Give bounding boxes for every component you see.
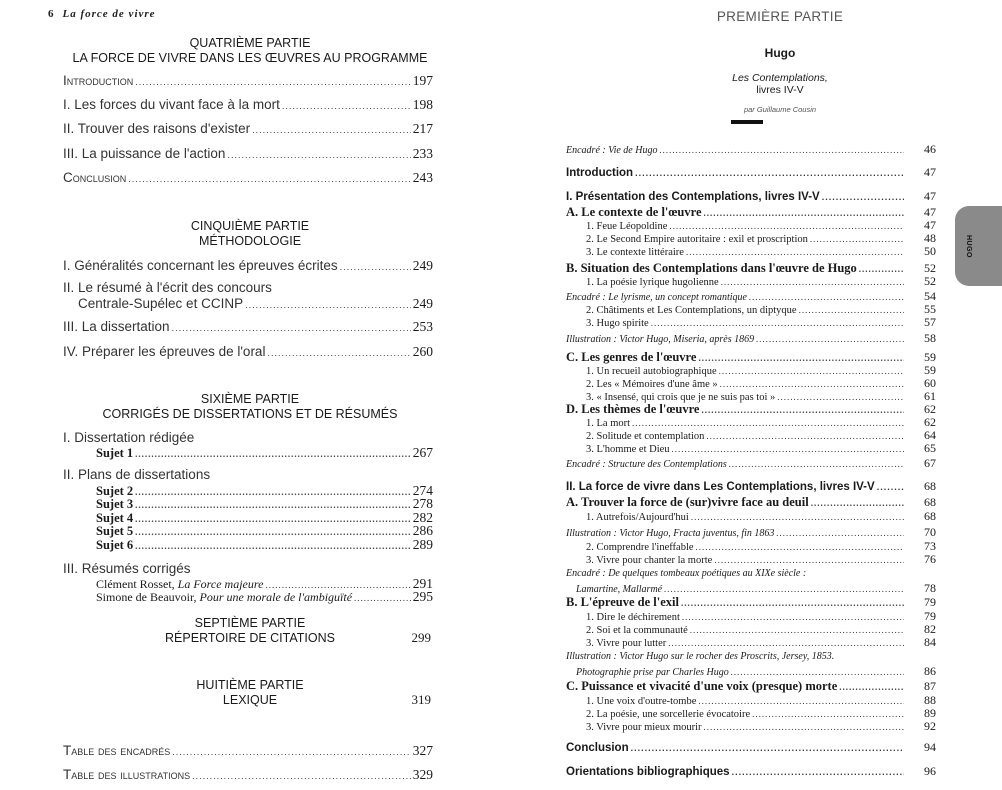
toc-entry[interactable]: Introduction ..... 47 — [566, 166, 936, 180]
part6-title — [63, 392, 437, 422]
toc-entry[interactable]: 3. Le contexte littéraire ..... 50 — [566, 245, 936, 259]
toc-entry[interactable]: 1. Autrefois/Aujourd'hui ..... 68 — [566, 510, 936, 524]
toc-entry[interactable]: Clément Rosset, La Force majeure ..... 291 — [96, 576, 433, 592]
toc-entry[interactable]: Encadré : Le lyrisme, un concept romantique ..... 54 — [566, 290, 936, 304]
part6-line2: CORRIGÉS DE DISSERTATIONS ET DE RÉSUMÉS — [102, 407, 398, 421]
toc-entry[interactable]: D. Les thèmes de l'œuvre ..... 62 — [566, 403, 936, 417]
toc-entry[interactable]: Sujet 5 ..... 286 — [96, 523, 433, 539]
toc-entry[interactable]: A. Le contexte de l'œuvre ..... 47 — [566, 206, 936, 220]
work-title: Les Contemplations, livres IV-V — [732, 72, 828, 96]
toc-entry[interactable]: 1. Une voix d'outre-tombe ..... 88 — [566, 694, 936, 708]
toc-entry[interactable]: 3. L'homme et Dieu ..... 65 — [566, 442, 936, 456]
part8-entry[interactable]: HUITIÈME PARTIE LEXIQUE 319 — [196, 678, 431, 707]
toc-entry[interactable]: III. La puissance de l'action ..... 233 — [63, 146, 433, 162]
toc-entry[interactable]: II. Trouver des raisons d'exister ..... 217 — [63, 121, 433, 137]
toc-entry[interactable]: 2. Le Second Empire autoritaire : exil et proscription ..... 48 — [566, 232, 936, 246]
part4-line1: QUATRIÈME PARTIE — [189, 36, 311, 50]
toc-entry[interactable]: C. Puissance et vivacité d'une voix (presque) morte ..... 87 — [566, 680, 936, 694]
toc-entry[interactable]: Orientations bibliographiques ..... 96 — [566, 765, 936, 779]
author-name: Hugo — [764, 46, 796, 60]
toc-entry[interactable]: Sujet 3 ..... 278 — [96, 496, 433, 512]
toc-entry[interactable]: 1. Un recueil autobiographique ..... 59 — [566, 364, 936, 378]
toc-entry[interactable]: Illustration : Victor Hugo, Fracta juventus, fin 1863 ..... 70 — [566, 526, 936, 540]
title-rule — [731, 120, 763, 124]
group-heading: III. Résumés corrigés — [63, 561, 191, 576]
toc-entry[interactable]: Sujet 4 ..... 282 — [96, 510, 433, 526]
toc-entry[interactable]: Illustration : Victor Hugo, Miseria, après 1869 ..... 58 — [566, 332, 936, 346]
part5-line2: MÉTHODOLOGIE — [198, 234, 302, 248]
toc-entry[interactable]: 2. Les « Mémoires d'une âme » ..... 60 — [566, 377, 936, 391]
toc-entry[interactable]: 1. La mort ..... 62 — [566, 416, 936, 430]
toc-entry[interactable]: 3. Vivre pour mieux mourir ..... 92 — [566, 720, 936, 734]
group-heading: I. Dissertation rédigée — [63, 430, 195, 445]
section-tab-label: HUGO — [964, 234, 972, 258]
toc-entry[interactable]: 2. Soi et la communauté ..... 82 — [566, 623, 936, 637]
toc-entry[interactable]: Encadré : Structure des Contemplations ..... 67 — [566, 457, 936, 471]
toc-entry[interactable]: 3. Vivre pour chanter la morte ..... 76 — [566, 553, 936, 567]
toc-entry[interactable]: 2. Solitude et contemplation ..... 64 — [566, 429, 936, 443]
toc-entry[interactable]: Table des encadrés ..... 327 — [63, 743, 433, 759]
part5-line1: CINQUIÈME PARTIE — [190, 219, 310, 233]
toc-entry[interactable]: Sujet 1 ..... 267 — [96, 445, 433, 461]
toc-entry[interactable]: Photographie prise par Charles Hugo ..... 86 — [566, 665, 936, 679]
page-number: 6 — [48, 8, 55, 20]
part5-title — [63, 219, 437, 249]
part-title: PREMIÈRE PARTIE — [716, 9, 844, 24]
toc-entry[interactable]: I. Présentation des Contemplations, livres IV-V ..... 47 — [566, 190, 936, 204]
toc-entry[interactable]: Introduction ..... 197 — [63, 73, 433, 89]
toc-entry[interactable]: I. Les forces du vivant face à la mort ..... 198 — [63, 97, 433, 113]
toc-entry[interactable]: 3. Hugo spirite ..... 57 — [566, 316, 936, 330]
toc-entry-line1[interactable]: Encadré : De quelques tombeaux poétiques au XIXe siècle : — [566, 568, 807, 579]
toc-entry[interactable]: Centrale-Supélec et CCINP ..... 249 — [78, 296, 433, 312]
part4-line2: LA FORCE DE VIVRE DANS LES ŒUVRES AU PROGRAMME — [72, 51, 428, 65]
toc-entry[interactable]: Conclusion ..... 94 — [566, 741, 936, 755]
toc-entry[interactable]: 1. Dire le déchirement ..... 79 — [566, 610, 936, 624]
toc-entry[interactable]: IV. Préparer les épreuves de l'oral ..... 260 — [63, 344, 433, 360]
toc-entry[interactable]: II. La force de vivre dans Les Contemplations, livres IV-V ..... 68 — [566, 480, 936, 494]
part6-line1: SIXIÈME PARTIE — [200, 392, 300, 406]
toc-entry[interactable]: Lamartine, Mallarmé ..... 78 — [566, 582, 936, 596]
running-title: La force de vivre — [62, 8, 156, 20]
left-page — [0, 0, 470, 790]
toc-entry[interactable]: B. Situation des Contemplations dans l'œuvre de Hugo ..... 52 — [566, 262, 936, 276]
toc-entry[interactable]: Conclusion ..... 243 — [63, 170, 433, 186]
byline: par Guillaume Cousin — [743, 105, 817, 114]
toc-entry[interactable]: Simone de Beauvoir, Pour une morale de l'ambiguïté ..... 295 — [96, 589, 433, 605]
toc-entry-line1[interactable]: Illustration : Victor Hugo sur le rocher des Proscrits, Jersey, 1853. — [566, 651, 835, 662]
toc-entry[interactable]: Table des illustrations ..... 329 — [63, 767, 433, 783]
group-heading: II. Plans de dissertations — [63, 467, 211, 482]
running-head — [48, 8, 156, 20]
part4-title — [63, 36, 437, 66]
toc-entry[interactable]: 3. Vivre pour lutter ..... 84 — [566, 636, 936, 650]
toc-entry[interactable]: A. Trouver la force de (sur)vivre face au deuil ..... 68 — [566, 496, 936, 510]
toc-entry[interactable]: Encadré : Vie de Hugo ..... 46 — [566, 143, 936, 157]
toc-entry[interactable]: 2. Comprendre l'ineffable ..... 73 — [566, 540, 936, 554]
toc-entry[interactable]: 3. « Insensé, qui crois que je ne suis pas toi » ..... 61 — [566, 390, 936, 404]
toc-entry[interactable]: III. La dissertation ..... 253 — [63, 319, 433, 335]
toc-entry[interactable]: 2. La poésie, une sorcellerie évocatoire ..... 89 — [566, 707, 936, 721]
toc-entry[interactable]: I. Généralités concernant les épreuves écrites ..... 249 — [63, 258, 433, 274]
toc-entry[interactable]: 1. La poésie lyrique hugolienne ..... 52 — [566, 275, 936, 289]
toc-entry[interactable]: B. L'épreuve de l'exil ..... 79 — [566, 596, 936, 610]
part7-entry[interactable]: SEPTIÈME PARTIE RÉPERTOIRE DE CITATIONS 299 — [165, 616, 431, 645]
toc-entry[interactable]: Sujet 2 ..... 274 — [96, 483, 433, 499]
toc-entry[interactable]: 1. Feue Léopoldine ..... 47 — [566, 219, 936, 233]
toc-entry[interactable]: C. Les genres de l'œuvre ..... 59 — [566, 351, 936, 365]
toc-entry[interactable]: 2. Châtiments et Les Contemplations, un diptyque ..... 55 — [566, 303, 936, 317]
toc-entry-line1[interactable]: II. Le résumé à l'écrit des concours — [63, 280, 272, 295]
toc-entry[interactable]: Sujet 6 ..... 289 — [96, 537, 433, 553]
right-page — [540, 0, 1002, 790]
